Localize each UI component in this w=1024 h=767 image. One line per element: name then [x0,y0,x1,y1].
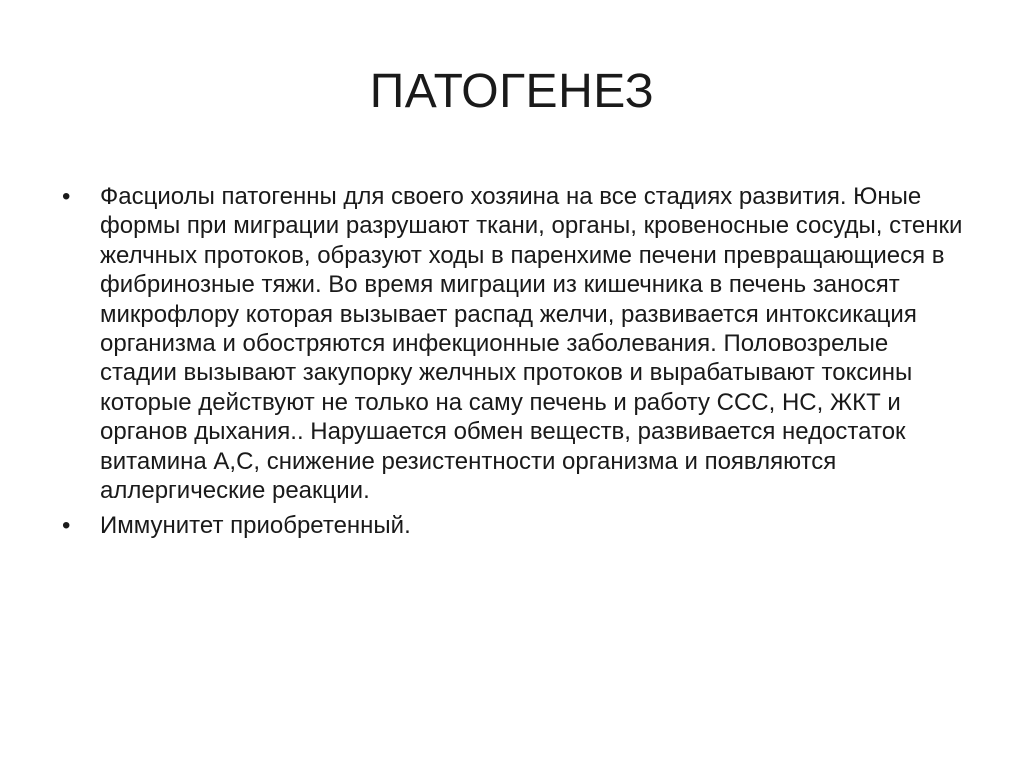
bullet-item-immunity [60,511,965,540]
slide-title: ПАТОГЕНЕЗ [369,65,655,118]
bullet-dot-icon: • [62,512,71,540]
bullet-text: Иммунитет приобретенный. [100,512,411,540]
bullet-dot-icon: • [62,183,71,210]
bullet-item-pathogenesis [60,182,965,505]
bullet-text: Фасциолы патогенны для своего хозяина на все стадиях развития. Юные формы при миграции разрушают ткани, органы, кровеносные сосуды, стенки желчных протоков, образуют ходы в паренхиме печени превращающиеся в фибринозные тяжи. Во время миграции из кишечника в печень заносят микрофлору которая вызывает распад желчи, развивается интоксикация организма и обостряются инфекционные заболевания. Половозрелые стадии вызывают закупорку желчных протоков и вырабатывают токсины которые действуют не только на саму печень и работу ССС, НС, ЖКТ и органов дыхания.. Нарушается обмен веществ, развивается недостаток витамина А,С, снижение резистентности организма и появляются аллергические реакции. [100,183,963,505]
bullet-list [60,182,965,547]
